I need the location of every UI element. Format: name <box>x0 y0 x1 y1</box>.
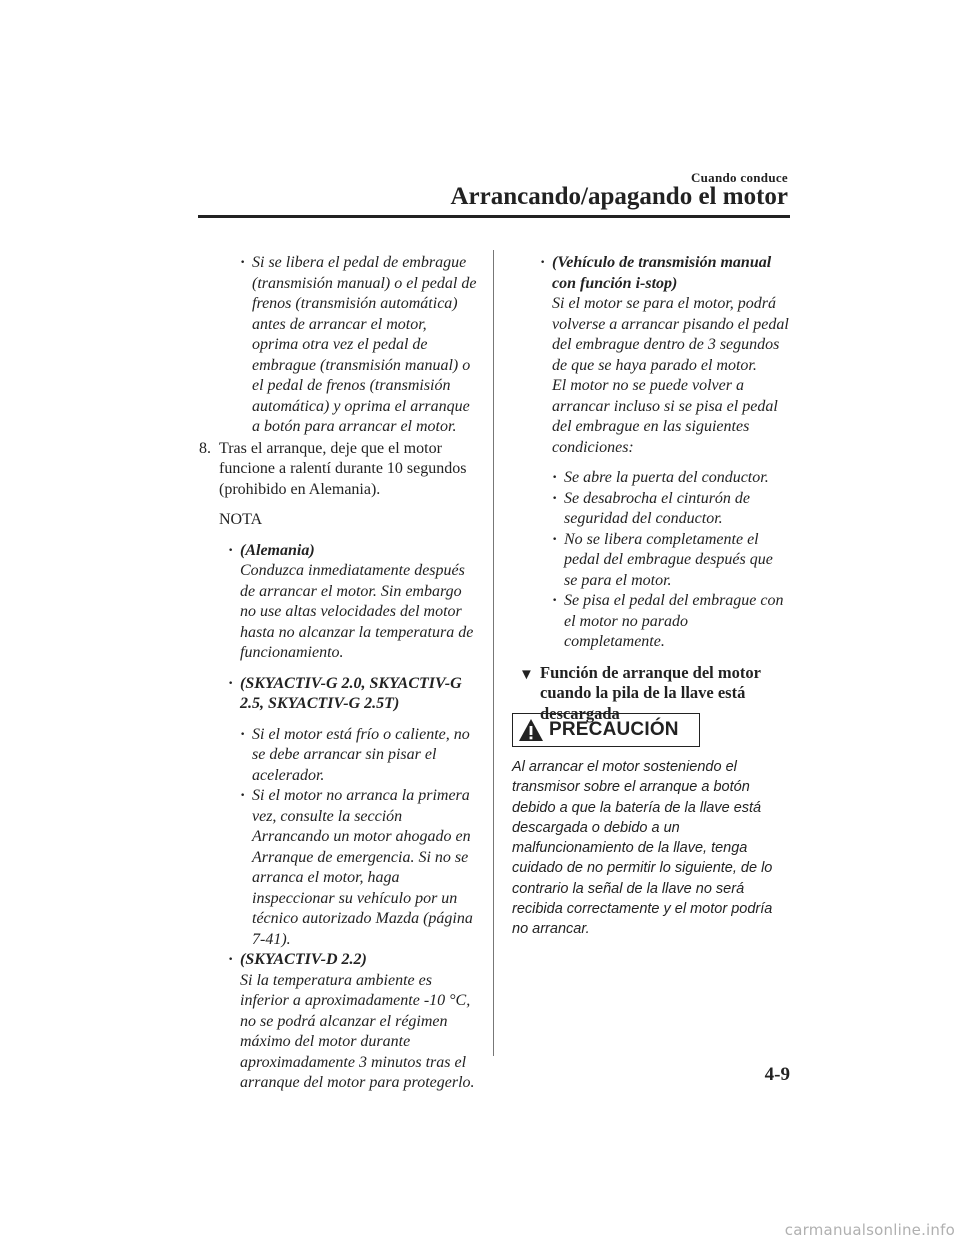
note-skyactiv-g-title-line: · (SKYACTIV-G 2.0, SKYACTIV-G <box>240 674 462 692</box>
skyactiv-g-bullet-cold-text-line: · Si el motor está frío o caliente, no <box>252 725 470 743</box>
skyactiv-g-bullet-flooded-text <box>252 786 483 950</box>
condition-clutch-pressed <box>552 591 795 653</box>
column-divider <box>493 250 494 1056</box>
bullet-pedal-release-text <box>252 253 483 438</box>
note-alemania-text <box>240 561 483 664</box>
note-skyactiv-d-title: · (SKYACTIV-D 2.2) <box>240 951 367 968</box>
note-alemania-text-line: no use altas velocidades del motor <box>240 603 462 620</box>
bullet-pedal-release <box>240 253 483 438</box>
step-8-number: 8. <box>199 439 211 457</box>
page-title: Arrancando/apagando el motor <box>450 183 788 210</box>
condition-clutch-pressed-text-line: completamente. <box>564 633 665 650</box>
condition-clutch-not-released-text <box>564 530 795 592</box>
section-heading-text-line: descargada <box>540 703 620 723</box>
skyactiv-g-bullet-flooded-text-line: Arranque de emergencia. Si no se <box>252 848 469 866</box>
note-alemania-title: · (Alemania) <box>240 541 315 559</box>
note-alemania-text-line: funcionamiento. <box>240 644 344 661</box>
note-alemania-text-line: hasta no alcanzar la temperatura de <box>240 623 474 641</box>
left-column <box>199 253 483 1094</box>
caution-text <box>512 757 792 940</box>
condition-clutch-pressed-text-line: el motor no parado <box>564 612 688 630</box>
skyactiv-g-bullet-flooded-text-line: arranca el motor, haga <box>252 869 400 886</box>
step-8-text-line: Tras el arranque, deje que el motor <box>219 439 442 457</box>
note-skyactiv-d-text-line: inferior a aproximadamente -10 °C, <box>240 992 471 1009</box>
skyactiv-g-bullet-cold-text <box>252 725 483 787</box>
bullet-pedal-release-text-line: · Si se libera el pedal de embrague <box>252 254 467 271</box>
caution-text-line: debido a que la batería de la llave está <box>512 799 762 816</box>
condition-seatbelt-text <box>564 489 795 530</box>
note-skyactiv-g-title <box>240 674 483 715</box>
watermark: carmanualsonline.info <box>784 1221 955 1239</box>
istop-text-line: del embrague en las siguientes <box>552 418 750 435</box>
condition-clutch-not-released-text-line: pedal del embrague después que <box>564 551 773 568</box>
istop-text-line: El motor no se puede volver a <box>552 377 744 394</box>
caution-text-line: transmisor sobre el arranque a botón <box>512 779 750 796</box>
note-skyactiv-d-text-line: aproximadamente 3 minutos tras el <box>240 1053 467 1071</box>
istop-title-line: · (Vehículo de transmisión manual <box>552 254 772 271</box>
note-alemania-text-line: de arrancar el motor. Sin embargo <box>240 582 462 600</box>
condition-clutch-pressed-text-line: · Se pisa el pedal del embrague con <box>564 592 784 609</box>
bullet-pedal-release-text-line: automática) y oprima el arranque <box>252 397 470 415</box>
caution-text-line: recibida correctamente y el motor podría <box>512 901 773 918</box>
condition-clutch-pressed-text <box>564 591 795 653</box>
caution-text-line: malfuncionamiento de la llave, tenga <box>512 840 748 857</box>
skyactiv-g-bullet-flooded-text-line: 7-41). <box>252 930 291 948</box>
warning-triangle-icon <box>518 718 544 742</box>
condition-seatbelt <box>552 489 795 530</box>
caution-text-line: no arrancar. <box>512 921 590 938</box>
bullet-pedal-release-text-line: el pedal de frenos (transmisión <box>252 377 451 394</box>
caution-label: PRECAUCIÓN <box>549 719 679 740</box>
condition-seatbelt-text-line: seguridad del conductor. <box>564 510 723 527</box>
skyactiv-g-bullet-cold-text-line: acelerador. <box>252 766 325 784</box>
condition-seatbelt-text-line: · Se desabrocha el cinturón de <box>564 489 751 507</box>
section-heading-text-line: cuando la pila de la llave está <box>540 683 746 702</box>
note-alemania-text-line: Conduzca inmediatamente después <box>240 562 465 579</box>
right-column <box>519 253 795 724</box>
note-alemania <box>228 541 483 664</box>
step-8-text <box>219 439 483 501</box>
note-skyactiv-g-title-line: 2.5, SKYACTIV-G 2.5T) <box>240 695 400 712</box>
istop-text-line: volverse a arrancar pisando el pedal <box>552 315 789 333</box>
header-rule <box>198 215 790 218</box>
condition-door-open-text-line: · Se abre la puerta del conductor. <box>564 469 769 486</box>
section-heading-text-line: Función de arranque del motor <box>540 662 761 682</box>
caution-header <box>512 713 700 747</box>
skyactiv-g-bullet-flooded-text-line: Arrancando un motor ahogado en <box>252 828 471 845</box>
note-skyactiv-d-text-line: arranque del motor para protegerlo. <box>240 1074 475 1091</box>
skyactiv-g-bullet-cold <box>240 725 483 787</box>
note-skyactiv-g <box>228 674 483 951</box>
skyactiv-g-bullet-flooded <box>240 786 483 950</box>
istop-text-line: arrancar incluso si se pisa el pedal <box>552 397 778 415</box>
skyactiv-g-bullet-flooded-text-line: · Si el motor no arranca la primera <box>252 787 470 804</box>
bullet-pedal-release-text-line: oprima otra vez el pedal de <box>252 336 428 353</box>
caution-text-line: cuidado de no permitir lo siguiente, de lo <box>512 860 773 877</box>
istop-text-line: Si el motor se para el motor, podrá <box>552 295 776 312</box>
caution-text-line: descargada o debido a un <box>512 819 680 836</box>
caution-text-line: contrario la señal de la llave no será <box>512 880 745 897</box>
note-label: NOTA <box>219 511 263 528</box>
bullet-pedal-release-text-line: (transmisión manual) o el pedal de <box>252 274 477 292</box>
condition-clutch-not-released <box>552 530 795 592</box>
istop-title-line: con función i-stop) <box>552 274 678 292</box>
istop-text-line: de que se haya parado el motor. <box>552 356 757 374</box>
skyactiv-g-bullet-flooded-text-line: inspeccionar su vehículo por un <box>252 889 458 907</box>
note-skyactiv-d-text-line: Si la temperatura ambiente es <box>240 971 432 989</box>
skyactiv-g-bullet-flooded-text-line: vez, consulte la sección <box>252 807 403 825</box>
step-8-text-line: funcione a ralentí durante 10 segundos <box>219 460 467 477</box>
skyactiv-g-bullet-cold-text-line: se debe arrancar sin pisar el <box>252 746 437 763</box>
section-label: Cuando conduce <box>690 170 788 185</box>
step-8-text-line: (prohibido en Alemania). <box>219 480 381 498</box>
note-skyactiv-d-text-line: máximo del motor durante <box>240 1033 411 1050</box>
bullet-pedal-release-text-line: a botón para arrancar el motor. <box>252 418 457 435</box>
istop-text <box>552 294 795 458</box>
page-number: 4-9 <box>764 1064 790 1085</box>
triangle-down-icon: ▼ <box>519 666 534 683</box>
bullet-pedal-release-text-line: frenos (transmisión automática) <box>252 295 458 312</box>
condition-door-open <box>552 468 795 489</box>
condition-door-open-text <box>564 468 795 489</box>
bullet-pedal-release-text-line: embrague (transmisión manual) o <box>252 356 471 374</box>
condition-clutch-not-released-text-line: · No se libera completamente el <box>564 530 759 548</box>
istop-title <box>552 253 795 294</box>
istop-bullet <box>540 253 795 653</box>
istop-text-line: condiciones: <box>552 438 634 456</box>
istop-text-line: del embrague dentro de 3 segundos <box>552 336 780 353</box>
step-8 <box>199 439 483 501</box>
caution-text-line: Al arrancar el motor sosteniendo el <box>512 759 737 775</box>
note-skyactiv-d-text-line: no se podrá alcanzar el régimen <box>240 1012 448 1030</box>
skyactiv-g-bullet-flooded-text-line: técnico autorizado Mazda (página <box>252 910 473 927</box>
condition-clutch-not-released-text-line: se para el motor. <box>564 571 672 589</box>
bullet-pedal-release-text-line: antes de arrancar el motor, <box>252 315 427 333</box>
